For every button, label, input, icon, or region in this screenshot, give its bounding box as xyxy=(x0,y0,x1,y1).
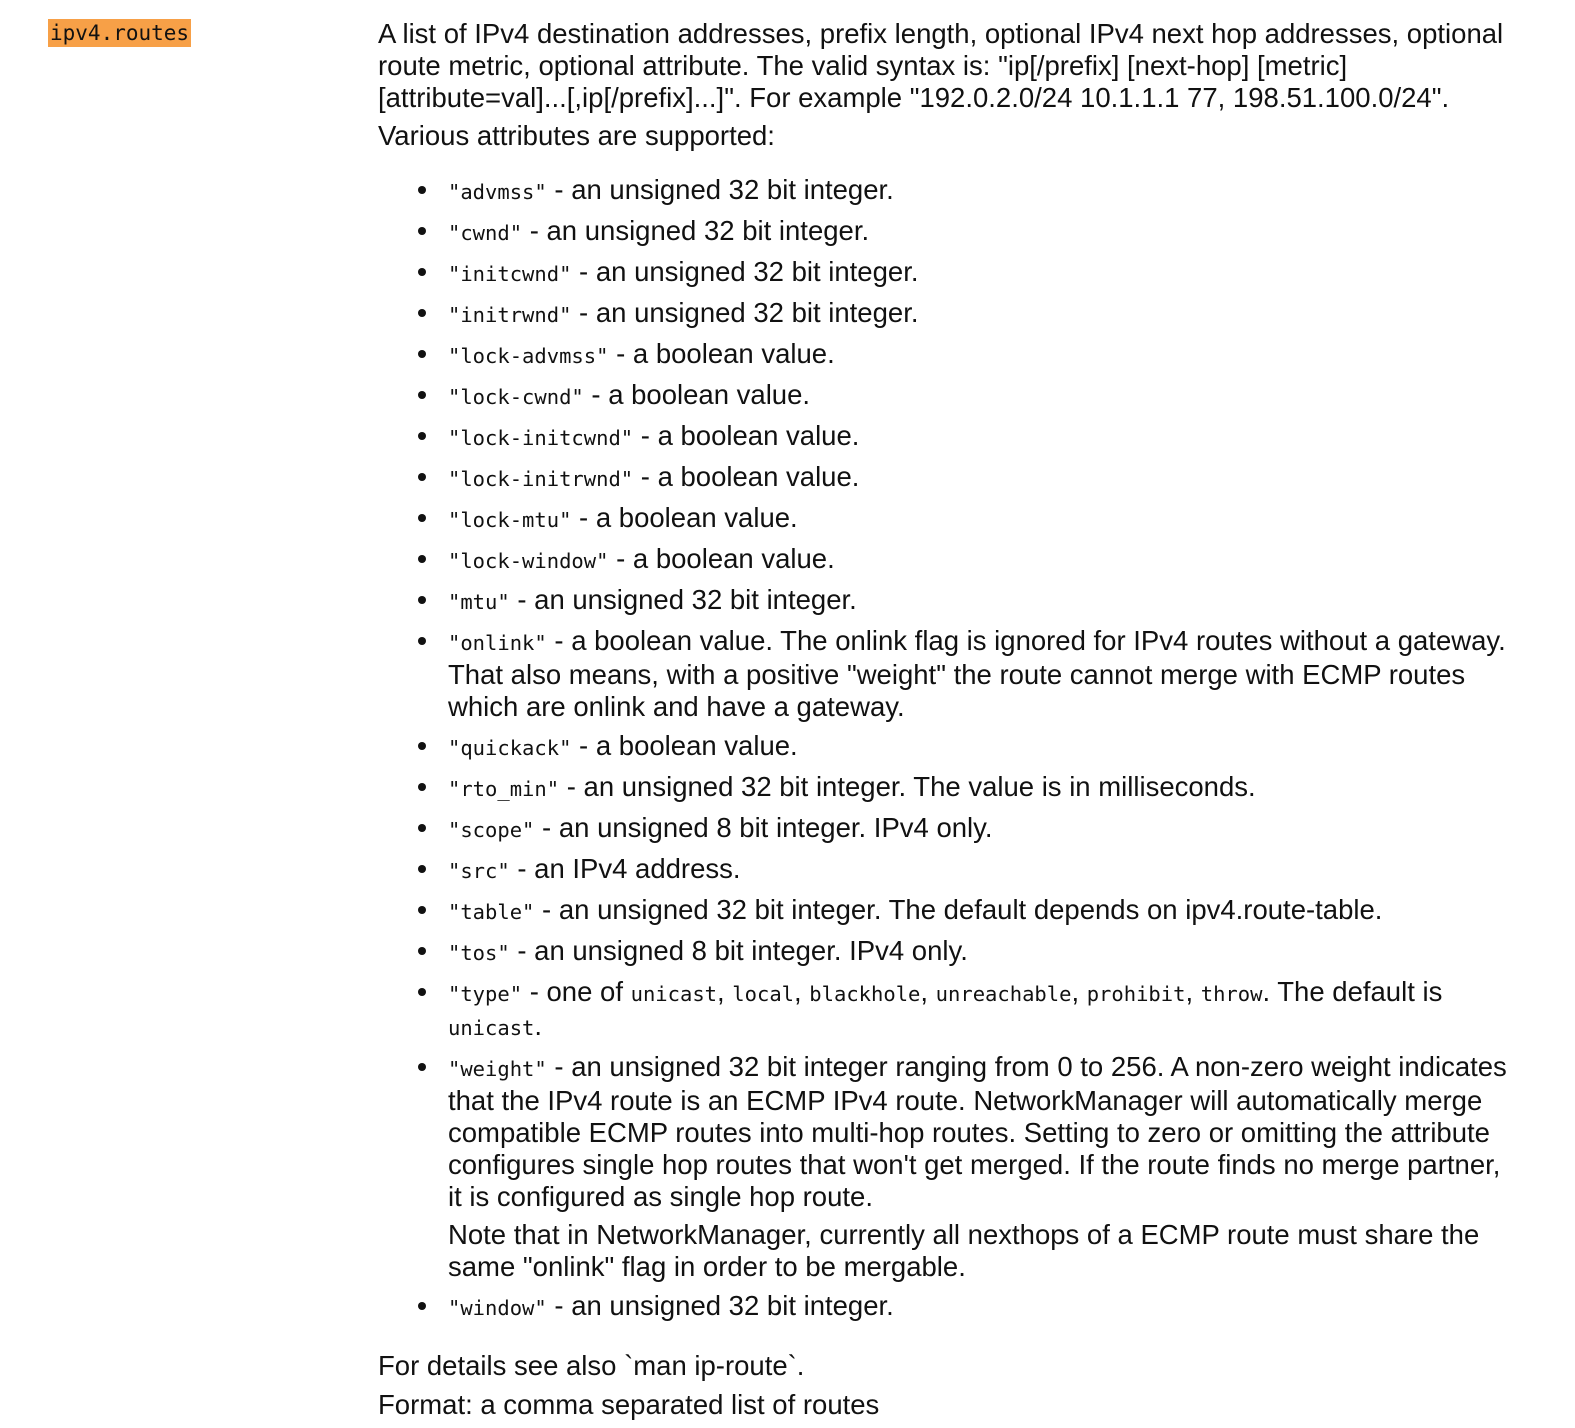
list-item-window xyxy=(448,1290,1518,1324)
list-item xyxy=(448,502,1518,536)
bullet-icon xyxy=(418,596,426,604)
list-item xyxy=(448,215,1518,249)
bullet-icon xyxy=(418,514,426,522)
attribute-key: "tos" xyxy=(448,941,510,965)
attribute-description: - an unsigned 32 bit integer. xyxy=(571,256,919,287)
list-item xyxy=(448,771,1518,805)
attribute-description: - an unsigned 32 bit integer. The value is in milliseconds. xyxy=(559,771,1256,802)
attribute-key: "lock-advmss" xyxy=(448,344,609,368)
attribute-key: "initrwnd" xyxy=(448,303,572,327)
attribute-key: "window" xyxy=(448,1296,547,1320)
list-item xyxy=(448,338,1518,372)
attribute-key: "lock-cwnd" xyxy=(448,385,584,409)
attribute-key: "type" xyxy=(448,982,523,1006)
list-item xyxy=(448,730,1518,764)
list-item-type xyxy=(448,976,1518,1044)
attribute-weight-text xyxy=(448,1051,1518,1213)
attribute-type-default-text: . The default is xyxy=(1262,976,1443,1007)
attribute-type-values xyxy=(631,976,1263,1007)
attribute-type-lead: - one of xyxy=(522,976,631,1007)
property-name: ipv4.routes xyxy=(50,21,190,45)
attribute-key: "lock-mtu" xyxy=(448,508,572,532)
bullet-icon xyxy=(418,555,426,563)
bullet-icon xyxy=(418,988,426,996)
description-intro: A list of IPv4 destination addresses, prefix length, optional IPv4 next hop addresses, optional route metric, optional attribute. The valid syntax is: "ip[/prefix] [next-hop] [metric] [attribute=val]...[,ip[/prefix]...]". For example "192.0.2.0/24 10.1.1.1 77, 198.51.100.0/24". xyxy=(378,18,1504,113)
attribute-description: - an unsigned 32 bit integer. xyxy=(546,1290,894,1321)
attribute-key: "scope" xyxy=(448,818,535,842)
attribute-type-value: unicast xyxy=(630,982,718,1006)
attribute-weight-note: Note that in NetworkManager, currently all nexthops of a ECMP route must share the same "onlink" flag in order to be mergable. xyxy=(448,1219,1480,1282)
attribute-type-separator: , xyxy=(794,976,810,1007)
bullet-icon xyxy=(418,391,426,399)
attribute-key: "advmss" xyxy=(448,180,547,204)
bullet-icon xyxy=(418,268,426,276)
attribute-key: "table" xyxy=(448,900,535,924)
bullet-icon xyxy=(418,473,426,481)
bullet-icon xyxy=(418,1302,426,1310)
description-supported: Various attributes are supported: xyxy=(378,120,775,151)
attribute-type-default-value: unicast xyxy=(448,1016,535,1040)
attribute-description: - an unsigned 32 bit integer. xyxy=(509,584,857,615)
attribute-key: "lock-initcwnd" xyxy=(448,426,634,450)
list-item xyxy=(448,543,1518,577)
bullet-icon xyxy=(418,432,426,440)
attribute-description: - a boolean value. xyxy=(608,543,835,574)
attribute-key: "quickack" xyxy=(448,736,572,760)
bullet-icon xyxy=(418,783,426,791)
attribute-key: "onlink" xyxy=(448,631,547,655)
attribute-key: "weight" xyxy=(448,1057,547,1081)
attribute-type-value: blackhole xyxy=(809,982,921,1006)
attribute-description: - an unsigned 32 bit integer ranging from 0 to 256. A non-zero weight indicates that the IPv4 route is an ECMP IPv4 route. NetworkManager will automatically merge compatible ECMP routes into multi-hop routes. Setting to zero or omitting the attribute configures single hop routes that won't get merged. If the route finds no merge partner, it is configured as single hop route. xyxy=(448,1051,1507,1212)
list-item xyxy=(448,812,1518,846)
list-item xyxy=(448,379,1518,413)
attribute-description: - a boolean value. The onlink flag is ignored for IPv4 routes without a gateway. That also means, with a positive "weight" the route cannot merge with ECMP routes which are onlink and have a gateway. xyxy=(448,625,1506,722)
attribute-key: "cwnd" xyxy=(448,221,523,245)
list-item xyxy=(448,174,1518,208)
list-item xyxy=(448,420,1518,454)
attribute-description: - a boolean value. xyxy=(608,338,835,369)
list-item-weight xyxy=(448,1051,1518,1283)
attribute-key: "lock-initrwnd" xyxy=(448,467,634,491)
list-item xyxy=(448,256,1518,290)
attribute-type-value: throw xyxy=(1200,982,1263,1006)
bullet-icon xyxy=(418,309,426,317)
attribute-type-value: local xyxy=(732,982,795,1006)
bullet-icon xyxy=(418,742,426,750)
attribute-key: "rto_min" xyxy=(448,777,560,801)
attribute-description: - a boolean value. xyxy=(583,379,811,410)
attribute-key: "initcwnd" xyxy=(448,262,572,286)
attribute-type-separator: , xyxy=(1071,976,1087,1007)
property-description xyxy=(378,18,1518,1428)
list-item xyxy=(448,853,1518,887)
attribute-type-value: unreachable xyxy=(935,982,1072,1006)
bullet-icon xyxy=(418,350,426,358)
bullet-icon xyxy=(418,1063,426,1071)
attribute-key: "mtu" xyxy=(448,590,510,614)
list-item xyxy=(448,894,1518,928)
list-item xyxy=(448,297,1518,331)
attribute-description: - a boolean value. xyxy=(633,461,860,492)
attribute-description: - an IPv4 address. xyxy=(509,853,741,884)
attribute-description: - an unsigned 32 bit integer. The default depends on ipv4.route-table. xyxy=(534,894,1383,925)
attribute-key: "lock-window" xyxy=(448,549,609,573)
bullet-icon xyxy=(418,865,426,873)
attribute-type-separator: , xyxy=(717,976,733,1007)
attribute-type-separator: , xyxy=(1185,976,1201,1007)
list-item xyxy=(448,584,1518,618)
list-item xyxy=(448,935,1518,969)
attribute-description: - an unsigned 32 bit integer. xyxy=(571,297,919,328)
bullet-icon xyxy=(418,947,426,955)
attribute-description: - a boolean value. xyxy=(571,502,798,533)
attribute-type-end: . xyxy=(534,1010,543,1041)
description-format: Format: a comma separated list of routes xyxy=(378,1389,880,1420)
bullet-icon xyxy=(418,227,426,235)
bullet-icon xyxy=(418,637,426,645)
attribute-type-value: prohibit xyxy=(1086,982,1186,1006)
attribute-description: - an unsigned 32 bit integer. xyxy=(522,215,870,246)
attribute-type-separator: , xyxy=(920,976,936,1007)
attribute-list xyxy=(378,174,1518,1324)
attribute-description: - a boolean value. xyxy=(571,730,798,761)
description-details: For details see also `man ip-route`. xyxy=(378,1350,805,1381)
attribute-description: - an unsigned 32 bit integer. xyxy=(546,174,894,205)
list-item xyxy=(448,461,1518,495)
attribute-key: "src" xyxy=(448,859,510,883)
attribute-description: - an unsigned 8 bit integer. IPv4 only. xyxy=(534,812,993,843)
attribute-description: - a boolean value. xyxy=(633,420,860,451)
attribute-description: - an unsigned 8 bit integer. IPv4 only. xyxy=(509,935,968,966)
list-item xyxy=(448,625,1518,723)
bullet-icon xyxy=(418,906,426,914)
bullet-icon xyxy=(418,824,426,832)
bullet-icon xyxy=(418,186,426,194)
